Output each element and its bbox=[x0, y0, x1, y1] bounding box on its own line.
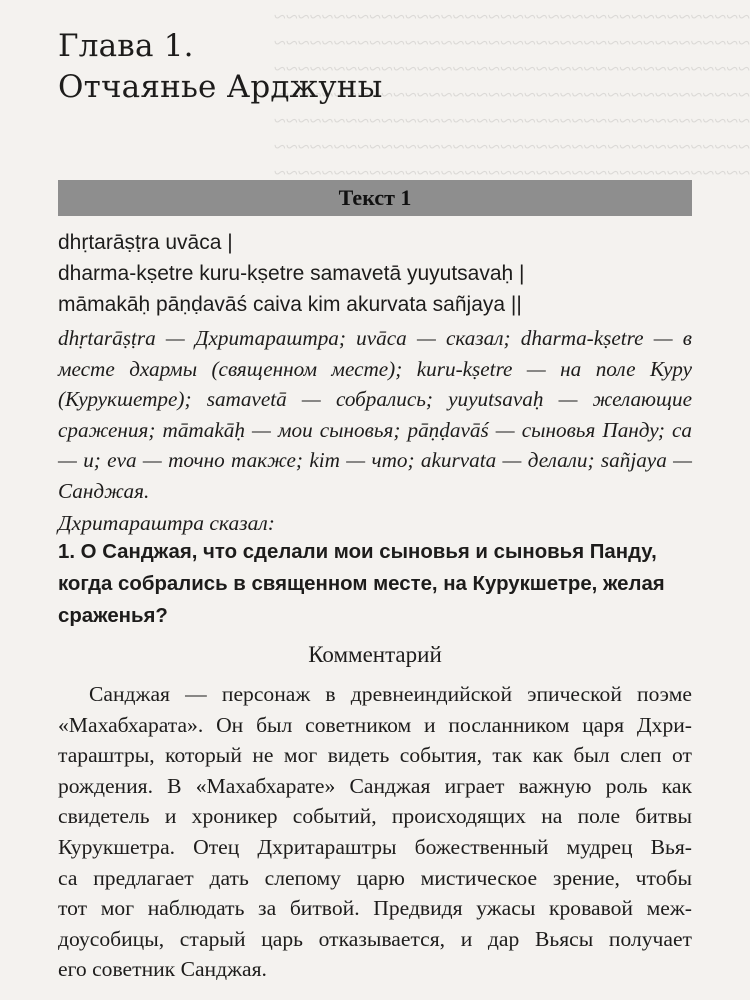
translation-line: сраженья? bbox=[58, 605, 168, 627]
commentary-line: Курукшетра. Отец Дхритараштры божественный мудрец Вья- bbox=[58, 834, 692, 859]
verse-translation bbox=[58, 536, 692, 632]
verse-line: dharma-kṣetre kuru-kṣetre samavetā yuyutsavaḥ | bbox=[58, 262, 525, 285]
show-through-texture: ~~~~~~~~~~~~~~~~~~~~~~~~~~~~~~~~~~~~~~~~ ~~~~~~~~~~~~~~~~~~~~~~~~~~~~~~~~~~~~~~~~ ~~~~~~~~~~~~~~~~~~~~~~~~~~~~~~~~~~~~~~~~ ~~~~~~~~~~~~~~~~~~~~~~~~~~~~~~~~~~~~~~~~ ~~~~~~~~~~~~~~~~~~~~~~~~~~~~~~~~~~~~~~~~ ~~~~~~~~~~~~~~~~~~~~~~~~~~~~~~~~~~~~~~~~ ~~~~~~~~~~~~~~~~~~~~~~~~~~~~~~~~~~~~~~~~ bbox=[273, 4, 750, 185]
commentary-line: рождения. В «Махабхарате» Санджая играет важную роль как bbox=[58, 773, 692, 798]
text-heading: Текст 1 bbox=[338, 185, 412, 210]
commentary-heading: Комментарий bbox=[308, 642, 442, 667]
text-heading-bar bbox=[58, 180, 692, 216]
commentary-line: «Махабхарата». Он был советником и посланником царя Дхри- bbox=[58, 712, 692, 737]
commentary-line: Санджая — персонаж в древнеиндийской эпической поэме bbox=[89, 682, 692, 706]
word-synonyms: dhṛtarāṣṭra — Дхритараштра; uvāca — сказал; dharma-kṣetre — в месте дхармы (священном месте); kuru-kṣetre — на поле Куру (Курукшетре); samavetā — собрались; yuyutsavaḥ — желающие сражения; māmakāḥ — мои сыновья; pāṇḍavāś — сыновья Панду; ca — и; eva — точно также; kim — что; akurvata — делали; sañjaya — Санджая. bbox=[58, 326, 692, 503]
sanskrit-verse bbox=[58, 227, 692, 320]
commentary-body bbox=[58, 679, 692, 985]
commentary-line: свидетель и хроникер событий, происходящих на поле битвы bbox=[58, 804, 692, 829]
verse-line: dhṛtarāṣṭra uvāca | bbox=[58, 231, 233, 254]
commentary-line: тараштры, который не мог видеть события, так как был слеп от bbox=[58, 743, 692, 768]
commentary-line: доусобицы, старый царь отказывается, и дар Вьясы получает bbox=[58, 926, 692, 951]
verse-line: māmakāḥ pāṇḍavāś caiva kim akurvata sañjaya || bbox=[58, 293, 522, 316]
chapter-title: Отчаянье Арджуны bbox=[58, 69, 383, 105]
commentary-line: са предлагает дать слепому царю мистическое зрение, чтобы bbox=[58, 865, 692, 890]
commentary-line: его советник Санджая. bbox=[58, 957, 267, 982]
translation-line: 1. О Санджая, что сделали мои сыновья и сыновья Панду, bbox=[58, 541, 657, 563]
translation-line: когда собрались в священном месте, на Курукшетре, желая bbox=[58, 573, 665, 595]
chapter-number: Глава 1. bbox=[58, 28, 194, 64]
speaker-line: Дхритараштра сказал: bbox=[58, 511, 275, 535]
commentary-line: тот мог наблюдать за битвой. Предвидя ужасы кровавой меж- bbox=[58, 896, 692, 921]
